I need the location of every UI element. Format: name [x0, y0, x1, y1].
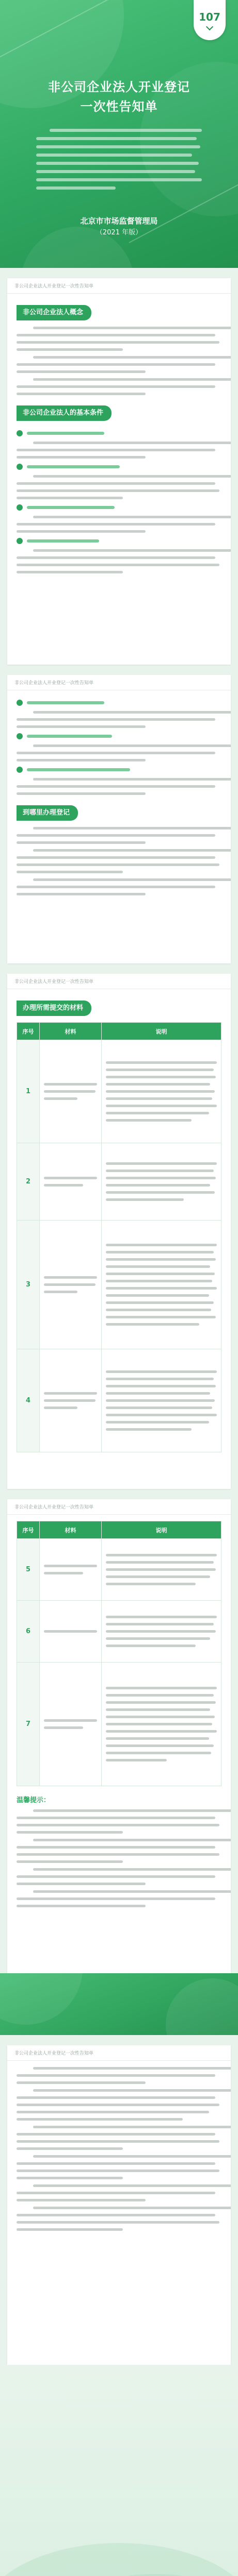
text-line: [106, 1301, 214, 1304]
text-line: [33, 2126, 231, 2128]
table-row: [17, 1601, 221, 1663]
row-number: 7: [17, 1663, 40, 1786]
paragraph: [17, 475, 221, 499]
column-header-material: 材料: [40, 1023, 102, 1040]
material-cell: [40, 1539, 102, 1601]
text-line: [17, 564, 219, 566]
column-header-description: 说明: [102, 1521, 221, 1539]
text-line: [17, 2199, 146, 2201]
text-line: [17, 2228, 123, 2231]
table-header-row: [17, 1023, 221, 1040]
bullet-icon: [17, 464, 23, 470]
section-title: 非公司企业法人概念: [17, 305, 91, 320]
subheading-text: [27, 735, 112, 738]
paragraph: [17, 378, 221, 395]
text-line: [106, 1616, 217, 1618]
text-line: [106, 1554, 217, 1556]
text-line: [17, 893, 146, 895]
text-line: [33, 744, 231, 747]
bullet-icon: [17, 430, 23, 436]
text-line: [17, 370, 146, 373]
text-line: [106, 1323, 199, 1326]
paragraph: [17, 549, 221, 573]
text-line: [106, 1414, 217, 1416]
text-line: [17, 856, 215, 859]
subheading-text: [27, 465, 120, 468]
text-line: [106, 1737, 209, 1740]
tip-item: [17, 1868, 221, 1885]
tip-item: [17, 1809, 221, 1834]
text-line: [106, 1184, 210, 1187]
text-line: [106, 1378, 214, 1380]
section-title: 办理所需提交的材料: [17, 1001, 91, 1016]
text-line: [17, 886, 215, 888]
text-line: [17, 2104, 219, 2106]
text-line: [17, 456, 146, 459]
description-cell: [102, 1143, 221, 1221]
document-title-line2: 一次性告知单: [80, 99, 158, 114]
text-line: [17, 1905, 146, 1907]
text-line: [33, 516, 231, 518]
text-line: [17, 497, 123, 499]
text-line: [33, 2067, 231, 2070]
text-line: [17, 2096, 215, 2099]
paragraph: [17, 849, 221, 873]
text-line: [33, 711, 231, 714]
text-line: [36, 170, 195, 173]
paragraph: [17, 442, 221, 459]
text-line: [17, 2118, 183, 2121]
paragraph: [17, 2184, 221, 2201]
text-line: [17, 2111, 209, 2113]
text-line: [106, 1708, 210, 1711]
text-line: [106, 1294, 209, 1297]
material-cell: [40, 1601, 102, 1663]
text-line: [106, 1251, 214, 1253]
paragraph: [17, 711, 221, 728]
page-number-badge: [194, 0, 226, 40]
text-line: [106, 1316, 216, 1318]
text-line: [17, 752, 215, 754]
text-line: [33, 1868, 231, 1871]
paragraph: [17, 2155, 221, 2179]
text-line: [33, 2207, 231, 2209]
text-line: [17, 2170, 219, 2172]
subheading-text: [27, 539, 99, 543]
text-line: [106, 1191, 215, 1194]
text-line: [106, 1076, 216, 1078]
paragraph: [17, 516, 221, 533]
text-line: [17, 1897, 215, 1900]
paragraph: [17, 2067, 221, 2084]
text-line: [106, 1406, 212, 1409]
running-header: 非公司企业法人开业登记一次性告知单: [7, 2045, 231, 2061]
text-line: [44, 1726, 83, 1729]
text-line: [44, 1719, 97, 1722]
table-row: [17, 1539, 221, 1601]
text-line: [106, 1583, 196, 1585]
page-number: 107: [199, 11, 220, 23]
text-line: [17, 530, 146, 533]
text-line: [106, 1723, 212, 1725]
text-line: [17, 2192, 215, 2194]
text-line: [106, 1428, 192, 1431]
text-line: [106, 1385, 216, 1387]
text-line: [17, 363, 215, 366]
text-line: [36, 187, 116, 190]
text-line: [106, 1623, 214, 1625]
text-line: [36, 137, 197, 140]
text-line: [106, 1752, 211, 1754]
text-line: [106, 1561, 214, 1564]
document-title: [0, 77, 238, 116]
document-title-line1: 非公司企业法人开业登记: [48, 80, 190, 94]
text-line: [33, 356, 231, 359]
subheading: [17, 538, 221, 544]
text-line: [17, 385, 215, 388]
row-number: 2: [17, 1143, 40, 1221]
edition: （2021 年版）: [96, 229, 142, 236]
text-line: [17, 2214, 215, 2216]
text-line: [50, 129, 202, 132]
section-divider-band: [0, 1973, 238, 2035]
text-line: [44, 1572, 83, 1574]
table-row: [17, 1663, 221, 1786]
text-line: [106, 1645, 196, 1647]
footer-decoration: [0, 2543, 238, 2576]
text-line: [44, 1090, 96, 1093]
running-header: 非公司企业法人开业登记一次性告知单: [7, 675, 231, 690]
page-card: [7, 1499, 231, 1973]
bullet-icon: [17, 504, 23, 511]
text-line: [106, 1280, 212, 1282]
text-line: [17, 2140, 219, 2143]
table-header-row: [17, 1521, 221, 1539]
text-line: [17, 1860, 123, 1863]
text-line: [44, 1630, 97, 1633]
text-line: [106, 1061, 217, 1064]
column-header-number: 序号: [17, 1521, 40, 1539]
text-line: [106, 1287, 217, 1290]
text-line: [36, 178, 202, 181]
text-line: [17, 1824, 219, 1826]
text-line: [106, 1170, 214, 1172]
text-line: [106, 1069, 214, 1071]
text-line: [44, 1283, 96, 1286]
text-line: [106, 1105, 217, 1107]
text-line: [106, 1119, 192, 1122]
subheading: [17, 767, 221, 773]
bullet-icon: [17, 700, 23, 706]
subheading: [17, 504, 221, 511]
description-cell: [102, 1601, 221, 1663]
text-line: [17, 449, 215, 451]
text-line: [17, 785, 215, 788]
column-header-description: 说明: [102, 1023, 221, 1040]
subheading-text: [27, 432, 104, 435]
section-title: 非公司企业法人的基本条件: [17, 405, 112, 421]
bullet-icon: [17, 538, 23, 544]
text-line: [36, 145, 200, 148]
materials-table-continued: [17, 1521, 221, 1786]
text-line: [106, 1744, 214, 1747]
text-line: [17, 393, 146, 395]
text-line: [106, 1177, 216, 1179]
text-line: [17, 334, 215, 336]
subheading-text: [27, 506, 115, 509]
text-line: [106, 1568, 216, 1571]
text-line: [17, 341, 219, 344]
page-card: [7, 974, 231, 1489]
issuer: 北京市市场监督管理局: [80, 216, 158, 226]
text-line: [33, 378, 231, 381]
text-line: [44, 1565, 97, 1567]
text-line: [44, 1083, 97, 1086]
text-line: [106, 1258, 216, 1261]
text-line: [106, 1630, 216, 1633]
text-line: [17, 834, 215, 837]
text-line: [17, 792, 146, 795]
text-line: [33, 849, 231, 852]
text-line: [33, 549, 231, 552]
band-decoration: [166, 1978, 238, 2035]
text-line: [106, 1716, 215, 1718]
text-line: [106, 1198, 184, 1201]
text-line: [17, 2162, 215, 2165]
text-line: [17, 1853, 219, 1856]
cover-intro-text: [36, 129, 202, 195]
text-line: [17, 863, 219, 866]
text-line: [106, 1421, 209, 1423]
text-line: [33, 878, 231, 881]
text-line: [106, 1759, 167, 1761]
row-number: 5: [17, 1539, 40, 1601]
text-line: [106, 1112, 209, 1114]
column-header-material: 材料: [40, 1521, 102, 1539]
text-line: [17, 841, 146, 844]
text-line: [17, 2074, 215, 2077]
chevron-down-icon: [206, 23, 213, 30]
text-line: [17, 571, 123, 573]
text-line: [17, 482, 215, 485]
page-card: [7, 2045, 231, 2365]
row-number: 4: [17, 1349, 40, 1452]
running-header: 非公司企业法人开业登记一次性告知单: [7, 1499, 231, 1515]
text-line: [106, 1083, 210, 1086]
section-title: 到哪里办理登记: [17, 805, 78, 821]
text-line: [17, 2133, 215, 2136]
text-line: [106, 1701, 216, 1704]
text-line: [106, 1265, 210, 1268]
text-line: [17, 2147, 123, 2150]
material-cell: [40, 1221, 102, 1349]
page-card: [7, 675, 231, 963]
text-line: [44, 1276, 97, 1279]
tip-item: [17, 1890, 221, 1907]
material-cell: [40, 1040, 102, 1143]
text-line: [33, 1839, 231, 1841]
paragraph: [17, 878, 221, 895]
page-footer-area: [0, 2365, 238, 2576]
paragraph: [17, 327, 221, 351]
bullet-icon: [17, 733, 23, 739]
description-cell: [102, 1663, 221, 1786]
paragraph: [17, 744, 221, 761]
text-line: [106, 1687, 217, 1689]
text-line: [106, 1162, 217, 1165]
table-row: [17, 1040, 221, 1143]
text-line: [106, 1309, 211, 1311]
text-line: [33, 442, 231, 444]
subheading: [17, 464, 221, 470]
paragraph: [17, 356, 221, 373]
band-decoration: [0, 1973, 83, 2025]
subheading-text: [27, 701, 104, 704]
running-header: 非公司企业法人开业登记一次性告知单: [7, 974, 231, 989]
subheading-text: [27, 768, 130, 771]
text-line: [33, 2089, 231, 2092]
paragraph: [17, 778, 221, 795]
materials-table: [17, 1022, 221, 1452]
material-cell: [40, 1663, 102, 1786]
paragraph: [17, 2089, 221, 2121]
text-line: [106, 1370, 217, 1373]
text-line: [36, 154, 192, 157]
text-line: [106, 1090, 215, 1093]
text-line: [33, 327, 231, 329]
text-line: [33, 827, 231, 829]
text-line: [106, 1392, 210, 1395]
running-header: 非公司企业法人开业登记一次性告知单: [7, 278, 231, 294]
paragraph: [17, 2207, 221, 2231]
subheading: [17, 700, 221, 706]
text-line: [17, 725, 146, 728]
material-cell: [40, 1143, 102, 1221]
text-line: [106, 1730, 217, 1733]
text-line: [17, 489, 219, 492]
text-line: [44, 1399, 96, 1402]
text-line: [17, 1883, 146, 1885]
text-line: [44, 1392, 97, 1395]
text-line: [106, 1273, 215, 1275]
text-line: [17, 2221, 219, 2224]
paragraph: [17, 2126, 221, 2150]
text-line: [17, 556, 215, 559]
tip-item: [17, 1839, 221, 1863]
row-number: 6: [17, 1601, 40, 1663]
bullet-icon: [17, 767, 23, 773]
description-cell: [102, 1221, 221, 1349]
text-line: [44, 1097, 77, 1100]
text-line: [33, 2155, 231, 2158]
description-cell: [102, 1349, 221, 1452]
text-line: [17, 1846, 215, 1849]
cover-banner: [0, 0, 238, 268]
text-line: [44, 1406, 77, 1409]
paragraph: [17, 827, 221, 844]
text-line: [17, 2177, 123, 2179]
text-line: [106, 1575, 210, 1578]
text-line: [33, 1890, 231, 1893]
text-line: [36, 162, 199, 165]
column-header-number: 序号: [17, 1023, 40, 1040]
text-line: [17, 718, 215, 721]
table-row: [17, 1143, 221, 1221]
subheading: [17, 733, 221, 739]
text-line: [106, 1097, 212, 1100]
row-number: 1: [17, 1040, 40, 1143]
text-line: [106, 1244, 217, 1246]
text-line: [33, 778, 231, 781]
text-line: [106, 1694, 214, 1697]
text-line: [17, 2081, 146, 2084]
subheading: [17, 430, 221, 436]
material-cell: [40, 1349, 102, 1452]
text-line: [106, 1399, 215, 1402]
text-line: [17, 523, 215, 526]
tips-heading: 温馨提示：: [17, 1797, 51, 1804]
text-line: [106, 1637, 210, 1640]
text-line: [17, 1817, 215, 1819]
text-line: [17, 1875, 215, 1878]
description-cell: [102, 1040, 221, 1143]
text-line: [44, 1184, 83, 1187]
row-number: 3: [17, 1221, 40, 1349]
page-card: [7, 278, 231, 665]
text-line: [17, 759, 146, 761]
table-row: [17, 1349, 221, 1452]
table-row: [17, 1221, 221, 1349]
text-line: [44, 1177, 97, 1179]
text-line: [17, 348, 123, 351]
text-line: [17, 871, 123, 873]
text-line: [44, 1291, 77, 1293]
text-line: [17, 1831, 123, 1834]
text-line: [33, 2184, 231, 2187]
description-cell: [102, 1539, 221, 1601]
text-line: [33, 475, 231, 478]
text-line: [33, 1809, 231, 1812]
